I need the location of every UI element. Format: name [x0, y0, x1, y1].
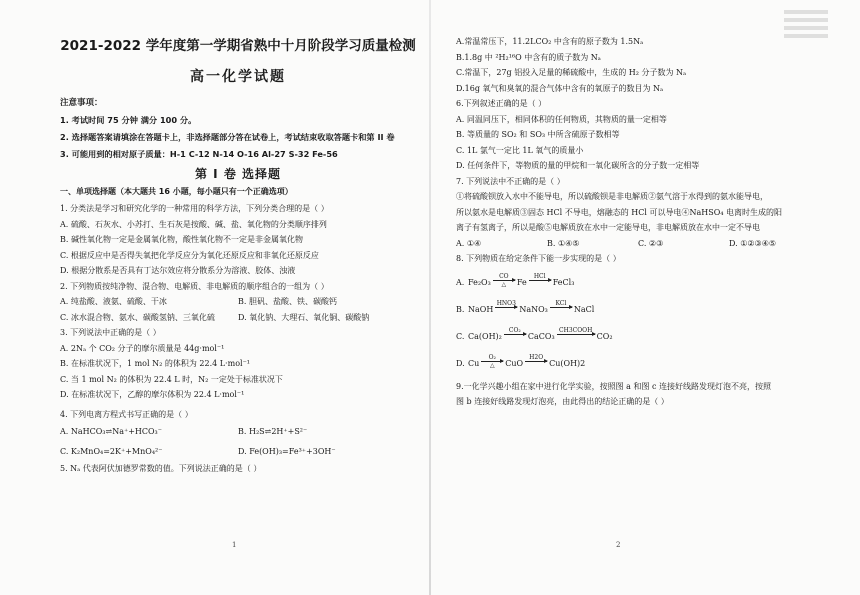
reaction-condition: O₂ — [488, 353, 496, 361]
exam-title: 2021-2022 学年度第一学期省熟中十月阶段学习质量检测 — [60, 38, 416, 54]
question-4-option-c: C. K₂MnO₄=2K⁺+MnO₄²⁻ — [60, 446, 163, 456]
reaction-substance: CuO — [505, 358, 524, 368]
notice-heading: 注意事项： — [60, 98, 103, 108]
question-5-option-d: D.16g 氧气和臭氧的混合气体中含有的氧原子的数目为 Nₐ — [456, 83, 664, 93]
question-5-stem: 5. Nₐ 代表阿伏加德罗常数的值。下列说法正确的是（ ） — [60, 464, 262, 473]
question-6-option-b: B. 等质量的 SO₂ 和 SO₃ 中所含硫原子数相等 — [456, 130, 620, 139]
reaction-label: C. — [456, 331, 465, 341]
reaction-label: B. — [456, 304, 465, 314]
question-6-stem: 6.下列叙述正确的是（ ） — [456, 99, 547, 108]
notice-2: 2. 选择题答案请填涂在答题卡上，非选择题部分答在试卷上，考试结束收取答题卡和第 II 卷 — [60, 132, 395, 142]
reaction-substance: Cu — [468, 358, 480, 368]
question-8-option-a — [456, 273, 820, 288]
question-4-options-row-1 — [60, 426, 416, 438]
part-title: 第 I 卷 选择题 — [195, 167, 281, 181]
reaction-arrow — [495, 300, 517, 315]
reaction-heat-condition: △ — [501, 280, 507, 288]
question-2-option-d: D. 氧化钠、大理石、氧化铜、碳酸钠 — [238, 312, 370, 322]
question-2-options-row-2 — [60, 312, 416, 324]
reaction-condition: H2O — [529, 353, 544, 361]
reaction-condition: CO₂ — [508, 326, 521, 334]
question-5-option-b: B.1.8g 中 ²H₂¹⁶O 中含有的质子数为 Nₐ — [456, 52, 601, 62]
reaction-substance: NaNO₃ — [519, 304, 548, 314]
page-number-1: 1 — [232, 541, 237, 549]
question-3-option-c: C. 当 1 mol N₂ 的体积为 22.4 L 时，N₂ 一定处于标准状况下 — [60, 374, 283, 384]
reaction-substance: NaOH — [468, 304, 494, 314]
question-4-option-a: A. NaHCO₃⇌Na⁺+HCO₃⁻ — [60, 427, 162, 436]
reaction-substance: Ca(OH)₂ — [468, 331, 502, 341]
question-6-option-d: D. 任何条件下，等物质的量的甲烷和一氧化碳所含的分子数一定相等 — [456, 161, 700, 170]
question-9-line-2: 图 b 连接好线路发现灯泡亮，由此得出的结论正确的是（ ） — [456, 397, 669, 406]
reaction-arrow — [557, 327, 595, 342]
question-1-option-a: A. 硫酸、石灰水、小苏打、生石灰是按酸、碱、盐、氧化物的分类顺序排列 — [60, 219, 327, 229]
question-7-option-b: B. ①④⑤ — [547, 238, 580, 248]
question-7-line-3: 离子有氢离子，所以是酸⑤电解质放在水中一定能导电，非电解质放在水中一定不导电 — [456, 223, 760, 232]
bleed-through-mark — [784, 10, 828, 50]
reaction-arrow — [525, 354, 547, 369]
question-3-option-d: D. 在标准状况下，乙醇的摩尔体积为 22.4 L·mol⁻¹ — [60, 390, 245, 399]
question-8-option-b — [456, 300, 820, 315]
reaction-substance: Cu(OH)2 — [549, 358, 586, 368]
question-2-option-b: B. 胆矾、盐酸、铁、碳酸钙 — [238, 297, 337, 306]
question-2-options-row-1 — [60, 296, 416, 308]
question-8-stem: 8. 下列物质在给定条件下能一步实现的是（ ） — [456, 254, 621, 263]
question-3-option-b: B. 在标准状况下，1 mol N₂ 的体积为 22.4 L·mol⁻¹ — [60, 359, 250, 368]
question-7-option-c: C. ②③ — [638, 238, 664, 248]
reaction-heat-condition: △ — [489, 361, 495, 369]
question-3-option-a: A. 2Nₐ 个 CO₂ 分子的摩尔质量是 44g·mol⁻¹ — [60, 343, 225, 353]
reaction-substance: Fe — [516, 277, 527, 287]
question-6-option-c: C. 1L 氯气一定比 1L 氧气的质量小 — [456, 145, 584, 155]
question-5-option-c: C.常温下，27g 铝投入足量的稀硫酸中，生成的 H₂ 分子数为 Nₐ — [456, 68, 687, 77]
reaction-condition: KCl — [555, 299, 567, 307]
reaction-substance: FeCl₃ — [552, 277, 575, 287]
page-2 — [430, 0, 860, 595]
question-7-line-1: ①将硫酸钡放入水中不能导电，所以硫酸钡是非电解质②氨气溶于水得到的氨水能导电， — [456, 192, 768, 201]
question-7-options-row — [456, 238, 820, 250]
reaction-label: A. — [456, 277, 465, 287]
reaction-arrow — [550, 300, 572, 315]
question-8-option-c — [456, 327, 820, 342]
question-7-option-d: D. ①②③④⑤ — [729, 238, 777, 248]
reaction-label: D. — [456, 358, 465, 368]
reaction-substance: CaCO₃ — [527, 331, 555, 341]
reaction-arrow — [493, 273, 515, 288]
question-4-option-d: D. Fe(OH)₃=Fe³⁺+3OH⁻ — [238, 446, 336, 456]
question-4-stem: 4. 下列电离方程式书写正确的是（ ） — [60, 409, 193, 419]
notice-1: 1. 考试时间 75 分钟 满分 100 分。 — [60, 115, 197, 125]
question-1-option-c: C. 根据反应中是否得失氧把化学反应分为氧化还原反应和非氧化还原反应 — [60, 250, 319, 260]
question-6-option-a: A. 同温同压下，相同体积的任何物质，其物质的量一定相等 — [456, 114, 667, 124]
reaction-substance: Fe₂O₃ — [468, 277, 491, 287]
reaction-substance: CO₂ — [596, 331, 613, 341]
question-2-option-a: A. 纯盐酸、液氨、硫酸、干冰 — [60, 297, 167, 306]
question-9-line-1: 9.一化学兴趣小组在家中进行化学实验，按照图 a 和图 c 连接好线路发现灯泡不亮，按照 — [456, 381, 772, 391]
reaction-condition: CH3COOH — [559, 326, 593, 334]
question-8-option-d — [456, 354, 820, 369]
section-heading: 一、单项选择题（本大题共 16 小题，每小题只有一个正确选项） — [60, 187, 293, 196]
question-7-stem: 7. 下列说法中不正确的是（ ） — [456, 176, 565, 186]
reaction-substance: NaCl — [573, 304, 595, 314]
reaction-condition: HCl — [533, 272, 546, 280]
reaction-arrow — [529, 273, 551, 288]
question-4-option-b: B. H₂S⇌2H⁺+S²⁻ — [238, 427, 308, 436]
page-number-2: 2 — [616, 541, 621, 549]
question-3-stem: 3. 下列说法中正确的是（ ） — [60, 328, 161, 337]
question-4-options-row-2 — [60, 446, 416, 458]
question-7-line-2: 所以氨水是电解质③固态 HCl 不导电，熔融态的 HCl 可以导电④NaHSO₄ 电离时生成的阳 — [456, 207, 783, 217]
question-7-option-a: A. ①④ — [456, 238, 482, 248]
reaction-condition: CO — [499, 272, 509, 280]
notice-3: 3. 可能用到的相对原子质量：H-1 C-12 N-14 O-16 Al-27 S-32 Fe-56 — [60, 149, 338, 159]
question-5-option-a: A.常温常压下，11.2LCO₂ 中含有的原子数为 1.5Nₐ — [456, 37, 644, 46]
question-2-stem: 2. 下列物质按纯净物、混合物、电解质、非电解质的顺序组合的一组为（ ） — [60, 281, 329, 291]
question-1-option-b: B. 碱性氧化物一定是金属氧化物，酸性氧化物不一定是非金属氧化物 — [60, 235, 303, 244]
question-2-option-c: C. 冰水混合物、氨水、碳酸氢钠、三氧化硫 — [60, 312, 215, 322]
reaction-condition: HNO3 — [496, 299, 516, 307]
reaction-arrow — [504, 327, 526, 342]
reaction-arrow — [481, 354, 503, 369]
question-1-option-d: D. 根据分散系是否具有丁达尔效应将分散系分为溶液、胶体、浊液 — [60, 266, 296, 275]
exam-subtitle: 高一化学试题 — [190, 69, 286, 85]
question-1-stem: 1. 分类法是学习和研究化学的一种常用的科学方法，下列分类合理的是（ ） — [60, 204, 329, 213]
